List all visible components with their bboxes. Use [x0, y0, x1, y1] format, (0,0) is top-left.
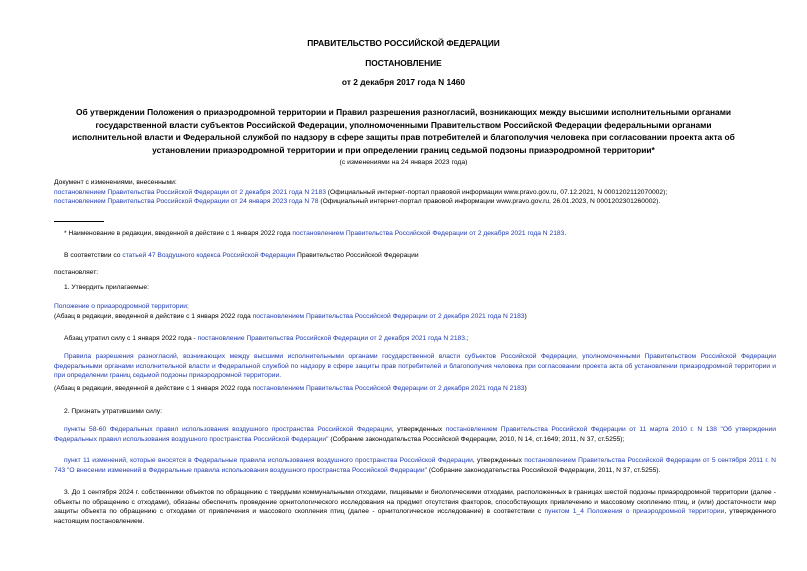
lost-link[interactable]: постановление Правительства Российской Федерации от 2 декабря 2021 года N 2183.	[197, 335, 467, 342]
lost-end: ;	[466, 335, 469, 342]
p2-item-a	[54, 425, 776, 444]
repealed-act-link[interactable]: постановлением Правительства Российской Федерации от 5 сентября 2011 г. N 743 "О внесении изменений в Федеральные правила использования воздушного пространства Российской Федерации"	[54, 457, 776, 474]
repealed-act-link[interactable]: постановлением Правительства Российской Федерации от 11 марта 2010 г. N 138 "Об утверждении Федеральных правил использования воздушного пространства Российской Федерации"	[54, 426, 776, 443]
p3-text-end: , утвержденного настоящим постановлением.	[54, 508, 776, 525]
p2-item-b	[54, 456, 776, 475]
preamble-text-end: Правительство Российской Федерации	[295, 252, 419, 259]
edit-note-end: )	[524, 385, 527, 392]
p1-rules-note	[54, 384, 774, 394]
date-number-heading: от 2 декабря 2017 года N 1460	[341, 77, 466, 87]
edit-note: (Абзац в редакции, введенной в действие с 1 января 2022 года	[54, 312, 253, 320]
repealed-source: (Собрание законодательства Российской Федерации, 2011, N 37, ст.5255).	[427, 466, 661, 474]
repealed-link[interactable]: пункты 58-60 Федеральных правил использования воздушного пространства Российской Федерации	[64, 426, 392, 433]
footnote-link[interactable]: постановлением Правительства Российской Федерации от 2 декабря 2021 года N 2183	[292, 230, 565, 237]
rules-link[interactable]: Правила разрешения разногласий, возникающих между высшими исполнительными органами государственной власти субъектов Российской Федерации, уполномоченными Правительством Российской Федерации федеральными органами исполнительной власти и Федеральной службой по надзору в сфере защиты прав потребителей и благополучия человека при согласовании проекта акта об установлении приаэродромной территории и при определении границ седьмой подзоны приаэродромной территории.	[54, 353, 776, 379]
preamble-link[interactable]: статьей 47 Воздушного кодекса Российской Федерации	[122, 252, 296, 259]
p1-item1	[54, 302, 774, 321]
changes-intro: Документ с изменениями, внесенными:	[54, 179, 177, 186]
org-heading: ПРАВИТЕЛЬСТВО РОССИЙСКОЙ ФЕДЕРАЦИИ	[307, 38, 500, 48]
change-item	[54, 188, 774, 198]
repealed-mid: , утвержденных	[391, 426, 446, 433]
change-link[interactable]: постановлением Правительства Российской Федерации от 24 января 2023 года N 78	[54, 198, 319, 205]
p3-paragraph	[54, 488, 776, 526]
preamble-text: В соответствии со	[64, 252, 123, 259]
lost-text: Абзац утратил силу с 1 января 2022 года -	[64, 335, 198, 342]
document-title: Об утверждении Положения о приаэродромной территории и Правил разрешения разногласий, возникающих между высшими исполнительными органами государственной власти субъектов Российской Федерации, уполномоченными Правительством Российской Федерации федеральными органами исполнительной власти и Федеральной службой по надзору в сфере защиты прав потребителей и благополучия человека при согласовании проекта акта об установлении приаэродромной территории и при определении границ седьмой подзоны приаэродромной территории*	[72, 107, 735, 155]
change-source: (Официальный интернет-портал правовой информации www.pravo.gov.ru, 26.01.2023, N 0001202301260002).	[318, 198, 661, 205]
p1-lost	[64, 334, 774, 344]
change-link[interactable]: постановлением Правительства Российской Федерации от 2 декабря 2021 года N 2183	[54, 188, 326, 196]
change-item	[54, 197, 774, 207]
edit-note-link[interactable]: постановлением Правительства Российской Федерации от 2 декабря 2021 года N 2183	[252, 312, 525, 320]
repealed-link[interactable]: пункт 11 изменений, которые вносятся в Федеральные правила использования воздушного пространства Российской Федерации	[64, 457, 473, 464]
changes-block	[54, 178, 774, 207]
p1-label: 1. Утвердить прилагаемые:	[64, 284, 149, 291]
p3-text: 3. До 1 сентября 2024 г. собственники объектов по обращению с твердыми коммунальными отходами, пищевыми и биологическими отходами, расположенных в границах шестой подзоны приаэродромной территории (далее - объекты по обращению с отходами), обязаны обеспечить проведение орнитологического исследования на предмет отсутствия факторов, способствующих привлечению и массовому скоплению птиц, и (или) достаточности мер защиты объекта по обращению с отходами от привлечения и массового скопления птиц (далее - орнитологическое исследование) в соответствии с	[54, 489, 776, 515]
footnote-end: .	[564, 230, 567, 237]
edit-note: (Абзац в редакции, введенной в действие с 1 января 2022 года	[54, 385, 253, 392]
repealed-mid: , утвержденных	[472, 457, 525, 464]
p3-link[interactable]: пунктом 1_4 Положения о приаэродромной территории	[544, 508, 725, 515]
change-source: (Официальный интернет-портал правовой информации www.pravo.gov.ru, 07.12.2021, N 0001202112070002);	[325, 188, 668, 196]
p1-rules	[54, 352, 776, 381]
regulation-link[interactable]: Положение о приаэродромной территории;	[54, 303, 189, 310]
doc-type-heading: ПОСТАНОВЛЕНИЕ	[365, 58, 442, 68]
p2-label: 2. Признать утратившими силу:	[64, 408, 162, 415]
edition-note: (с изменениями на 24 января 2023 года)	[339, 159, 468, 166]
edit-note-end: )	[524, 312, 527, 320]
decides-text: постановляет:	[54, 269, 99, 276]
footnote-divider	[54, 221, 104, 222]
preamble	[64, 251, 774, 261]
footnote	[64, 229, 774, 239]
edit-note-link[interactable]: постановлением Правительства Российской Федерации от 2 декабря 2021 года N 2183	[252, 385, 525, 392]
footnote-text: * Наименование в редакции, введенной в действие с 1 января 2022 года	[64, 230, 293, 237]
repealed-source: (Собрание законодательства Российской Федерации, 2010, N 14, ст.1649; 2011, N 37, ст.5255);	[328, 435, 625, 443]
